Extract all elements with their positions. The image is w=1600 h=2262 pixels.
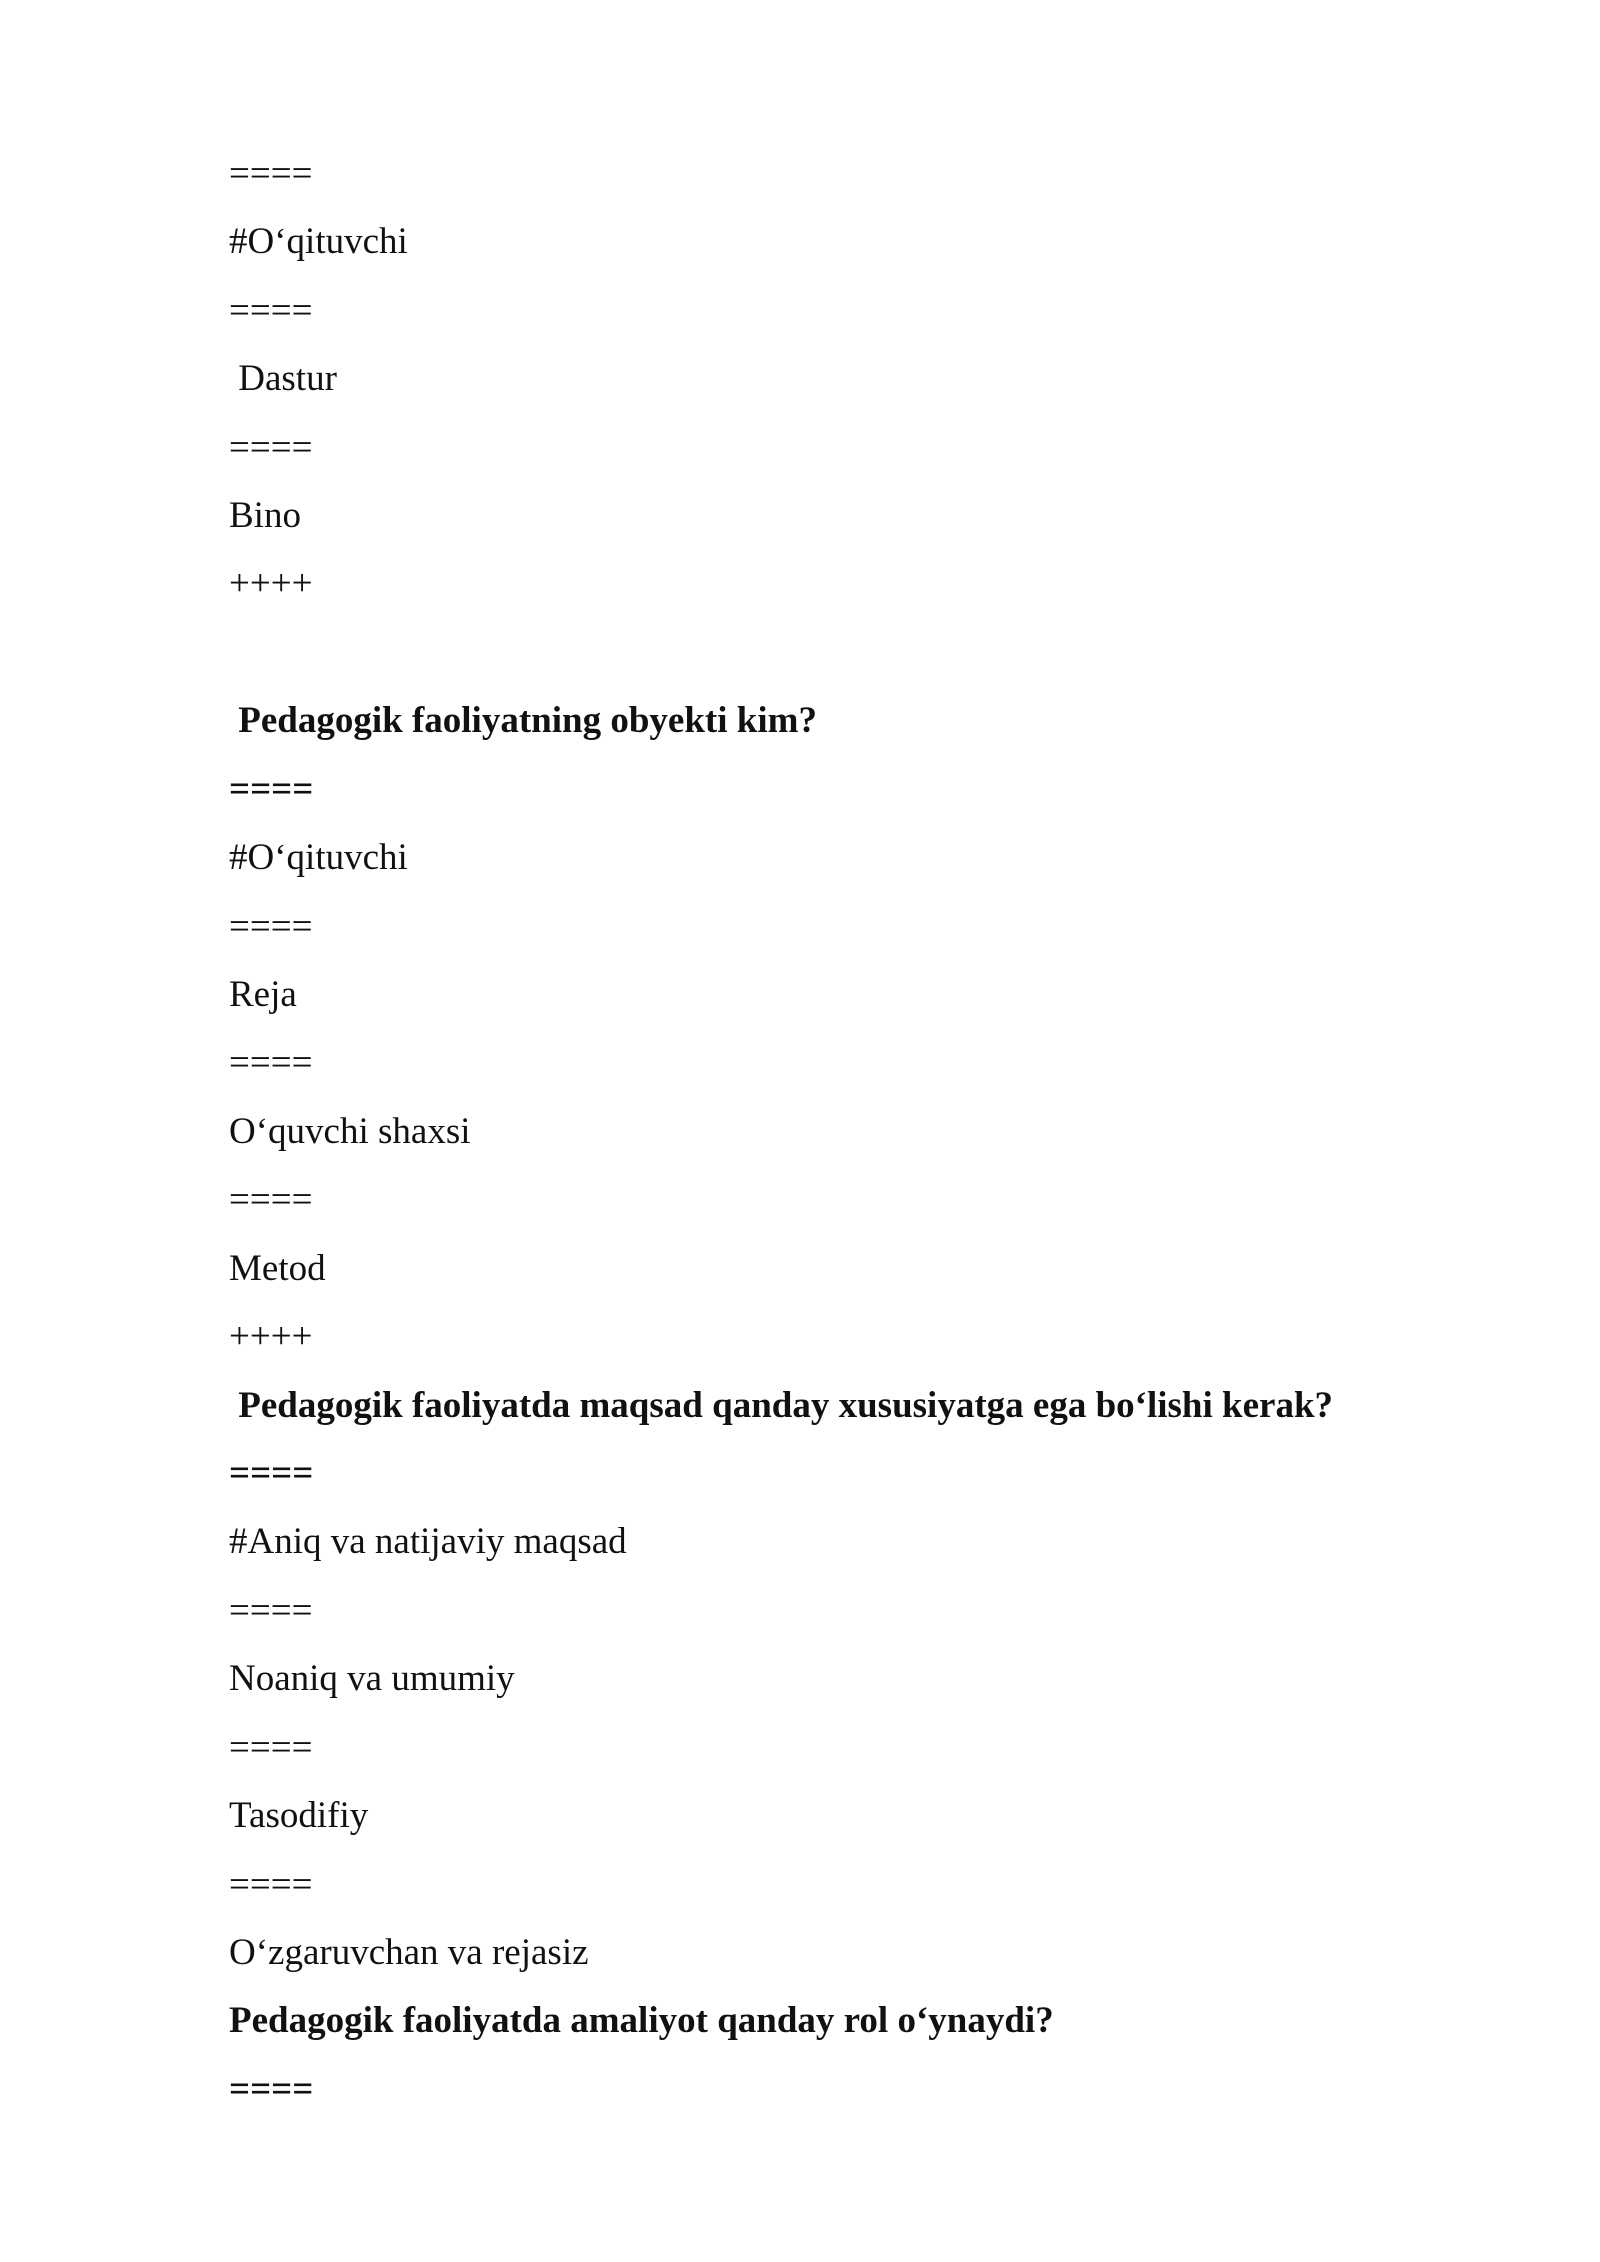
answer-option-line: Metod [229,1248,326,1289]
answer-option-line: O‘zgaruvchan va rejasiz [229,1932,589,1973]
question-heading: Pedagogik faoliyatda maqsad qanday xususiyatga ega bo‘lishi kerak? [229,1385,1334,1426]
separator-line: ==== [229,290,313,331]
separator-line: ==== [229,1727,313,1768]
separator-line: ==== [229,1590,313,1631]
answer-option-line: Noaniq va umumiy [229,1658,515,1699]
question-heading: Pedagogik faoliyatning obyekti kim? [229,700,817,741]
separator-line: ==== [229,1042,313,1083]
answer-option-line: Reja [229,974,297,1015]
question-heading: Pedagogik faoliyatda amaliyot qanday rol o‘ynaydi? [229,2000,1054,2041]
correct-answer-line: #O‘qituvchi [229,837,408,878]
answer-option-line: Tasodifiy [229,1795,369,1836]
answer-option-line: Bino [229,495,301,536]
answer-option-line: O‘quvchi shaxsi [229,1111,471,1152]
separator-line: ==== [229,427,313,468]
separator-line: ==== [229,153,313,194]
separator-line: ==== [229,2069,314,2110]
separator-line: ==== [229,1864,313,1905]
question-end-marker: ++++ [229,1316,313,1357]
separator-line: ==== [229,906,313,947]
question-end-marker: ++++ [229,563,313,604]
correct-answer-line: #Aniq va natijaviy maqsad [229,1521,627,1562]
separator-line: ==== [229,769,314,810]
separator-line: ==== [229,1453,314,1494]
correct-answer-line: #O‘qituvchi [229,221,408,262]
answer-option-line: Dastur [229,358,337,399]
separator-line: ==== [229,1179,313,1220]
